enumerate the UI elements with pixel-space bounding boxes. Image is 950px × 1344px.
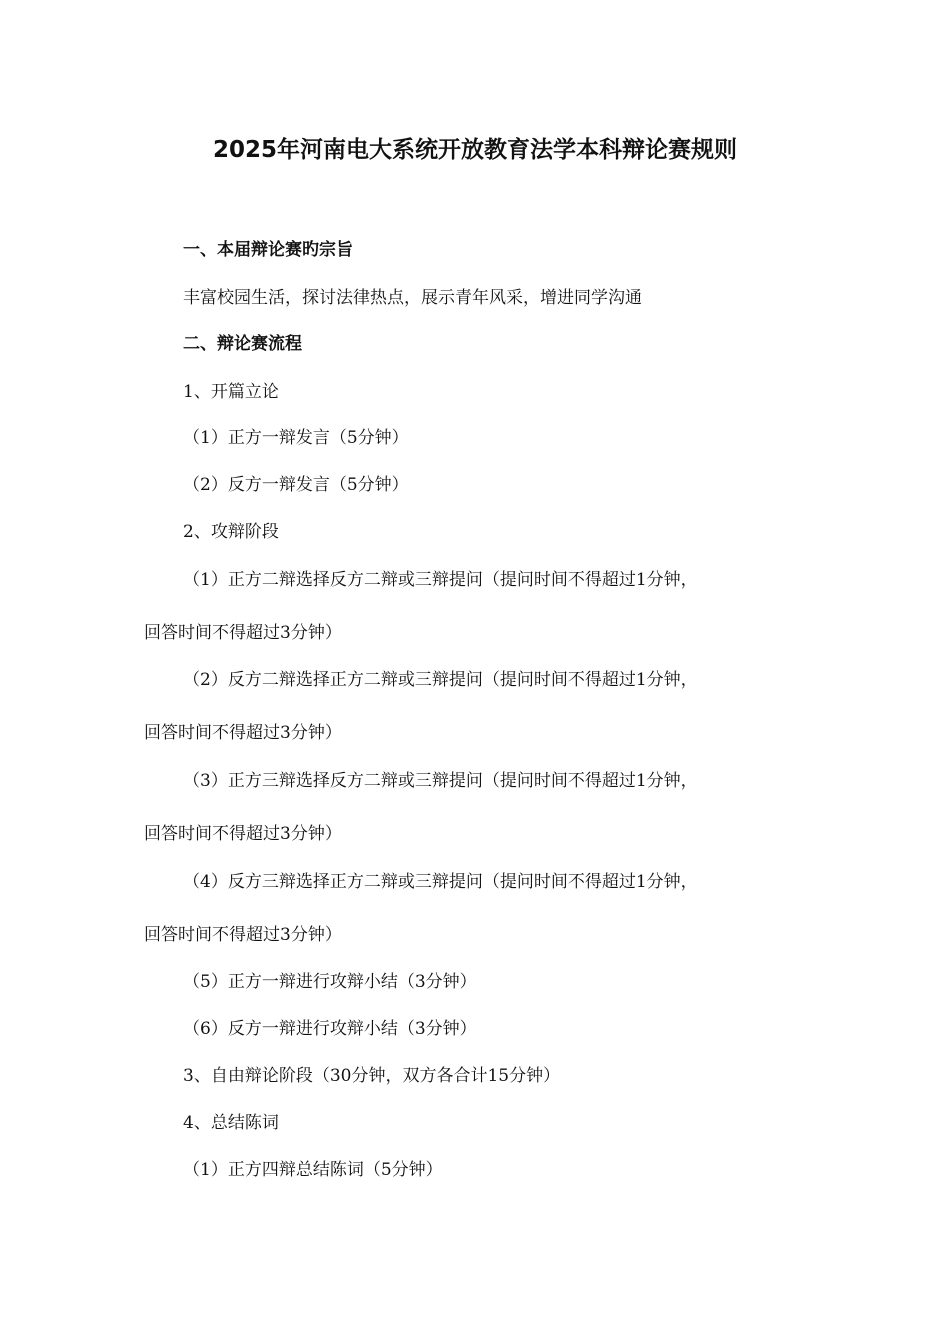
item-affirmative-first: （1）正方一辩发言（5分钟） bbox=[183, 428, 409, 448]
item-cross-1-cont: 回答时间不得超过3分钟） bbox=[144, 623, 342, 643]
item-cross-4: （4）反方三辩选择正方二辩或三辩提问（提问时间不得超过1分钟， bbox=[183, 872, 698, 892]
section-heading-purpose: 一、本届辩论赛旳宗旨 bbox=[183, 240, 353, 260]
item-negative-first: （2）反方一辩发言（5分钟） bbox=[183, 475, 409, 495]
step-free-debate: 3、自由辩论阶段（30分钟，双方各合计15分钟） bbox=[183, 1066, 561, 1086]
item-cross-1: （1）正方二辩选择反方二辩或三辩提问（提问时间不得超过1分钟， bbox=[183, 570, 698, 590]
document-title: 2025年河南电大系统开放教育法学本科辩论赛规则 bbox=[212, 137, 737, 163]
section-heading-process: 二、辩论赛流程 bbox=[183, 334, 302, 354]
step-closing-statement: 4、总结陈词 bbox=[183, 1113, 279, 1133]
item-summary-affirmative: （5）正方一辩进行攻辩小结（3分钟） bbox=[183, 972, 477, 992]
item-cross-3: （3）正方三辩选择反方二辩或三辩提问（提问时间不得超过1分钟， bbox=[183, 771, 698, 791]
paragraph-purpose: 丰富校园生活，探讨法律热点，展示青年风采，增进同学沟通 bbox=[183, 288, 642, 308]
step-cross-examination: 2、攻辩阶段 bbox=[183, 522, 279, 542]
item-cross-2-cont: 回答时间不得超过3分钟） bbox=[144, 723, 342, 743]
item-closing-affirmative: （1）正方四辩总结陈词（5分钟） bbox=[183, 1160, 443, 1180]
item-summary-negative: （6）反方一辩进行攻辩小结（3分钟） bbox=[183, 1019, 477, 1039]
item-cross-4-cont: 回答时间不得超过3分钟） bbox=[144, 925, 342, 945]
item-cross-3-cont: 回答时间不得超过3分钟） bbox=[144, 824, 342, 844]
step-opening-statement: 1、开篇立论 bbox=[183, 382, 279, 402]
item-cross-2: （2）反方二辩选择正方二辩或三辩提问（提问时间不得超过1分钟， bbox=[183, 670, 698, 690]
